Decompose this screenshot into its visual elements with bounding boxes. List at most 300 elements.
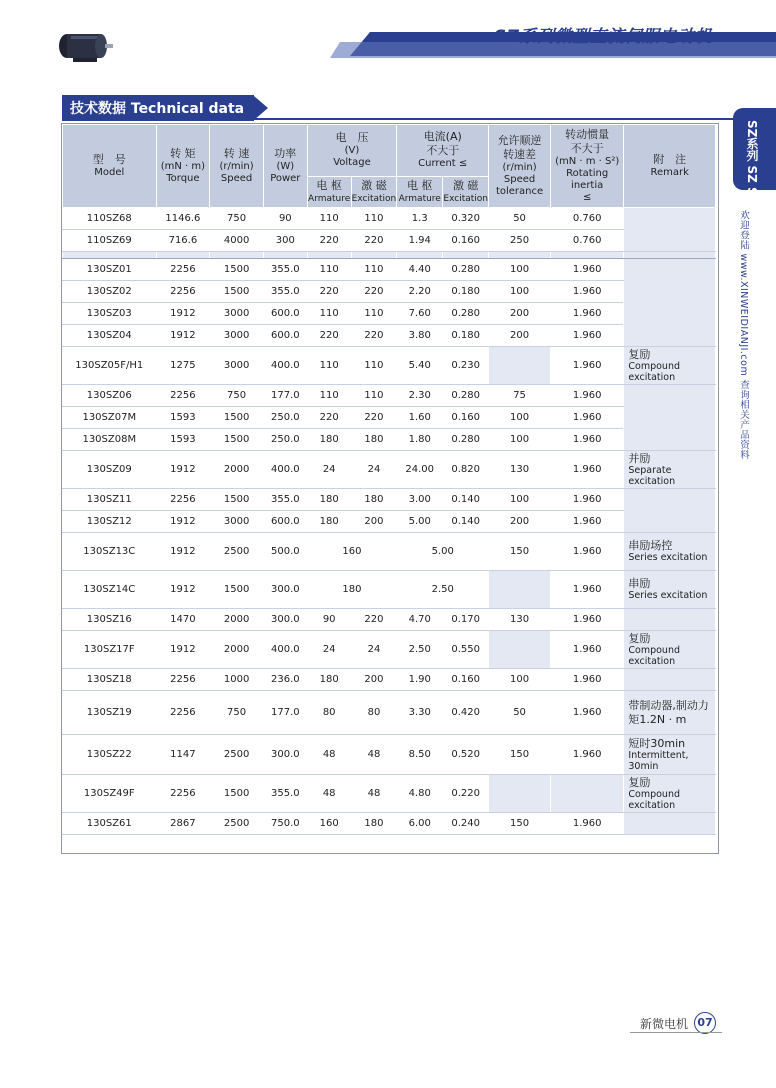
table-cell: 1.60 bbox=[397, 407, 443, 429]
table-cell: 355.0 bbox=[263, 259, 307, 281]
table-cell: 0.550 bbox=[443, 631, 489, 669]
remark-cell bbox=[624, 489, 716, 533]
table-cell: 2867 bbox=[156, 813, 210, 835]
table-cell: 1.960 bbox=[550, 259, 623, 281]
table-cell: 0.240 bbox=[443, 813, 489, 835]
table-cell: 0.170 bbox=[443, 609, 489, 631]
table-cell: 130SZ22 bbox=[63, 735, 157, 775]
table-cell: 300.0 bbox=[263, 735, 307, 775]
col-power: 功率 (W) Power bbox=[263, 125, 307, 208]
table-cell: 130SZ61 bbox=[63, 813, 157, 835]
table-cell: 1.80 bbox=[397, 429, 443, 451]
table-cell: 130 bbox=[489, 451, 551, 489]
table-cell: 220 bbox=[351, 609, 397, 631]
table-cell: 110 bbox=[307, 385, 351, 407]
table-cell: 750 bbox=[210, 385, 264, 407]
section-header bbox=[62, 96, 268, 120]
table-cell: 0.280 bbox=[443, 303, 489, 325]
table-cell: 1.90 bbox=[397, 669, 443, 691]
table-cell: 1470 bbox=[156, 609, 210, 631]
gap-cell bbox=[307, 252, 351, 259]
table-cell: 1000 bbox=[210, 669, 264, 691]
table-cell: 2000 bbox=[210, 451, 264, 489]
col-inertia: 转动惯量 不大于 (mN · m · S²) Rotating inertia ≤ bbox=[550, 125, 623, 208]
table-cell: 130SZ09 bbox=[63, 451, 157, 489]
table-cell: 1912 bbox=[156, 571, 210, 609]
table-cell: 180 bbox=[307, 429, 351, 451]
remark-en: Compound excitation bbox=[628, 644, 681, 668]
table-cell: 6.00 bbox=[397, 813, 443, 835]
table-cell: 300.0 bbox=[263, 609, 307, 631]
table-cell: 1500 bbox=[210, 281, 264, 303]
col-current: 电流(A) 不大于 Current ≤ bbox=[397, 125, 489, 177]
table-cell: 130SZ06 bbox=[63, 385, 157, 407]
table-row bbox=[63, 325, 716, 347]
table-cell: 220 bbox=[307, 325, 351, 347]
table-cell: 1500 bbox=[210, 489, 264, 511]
website-notice: 欢迎登陆 www.XINWEIDIANJI.com 查询相关产品资料 bbox=[738, 210, 749, 460]
table-cell: 4.40 bbox=[397, 259, 443, 281]
table-row bbox=[63, 303, 716, 325]
table-cell: 2000 bbox=[210, 631, 264, 669]
table-cell: 110 bbox=[351, 347, 397, 385]
gap-cell bbox=[351, 252, 397, 259]
table-cell: 3000 bbox=[210, 511, 264, 533]
gap-cell bbox=[210, 252, 264, 259]
side-tab-label: SZ系列 SZ Series bbox=[745, 120, 759, 230]
table-cell: 130SZ07M bbox=[63, 407, 157, 429]
table-cell: 4000 bbox=[210, 230, 264, 252]
col-current-excitation: 激 磁 Excitation bbox=[443, 176, 489, 207]
table-cell: 80 bbox=[307, 691, 351, 735]
table-cell: 1.960 bbox=[550, 325, 623, 347]
remark-cell bbox=[624, 208, 716, 252]
table-cell bbox=[489, 571, 551, 609]
table-row bbox=[63, 533, 716, 571]
table-row bbox=[63, 669, 716, 691]
table-cell: 2500 bbox=[210, 735, 264, 775]
table-cell: 5.40 bbox=[397, 347, 443, 385]
table-cell: 0.760 bbox=[550, 208, 623, 230]
table-row bbox=[63, 281, 716, 303]
section-gap bbox=[63, 252, 716, 259]
table-cell: 2.30 bbox=[397, 385, 443, 407]
table-cell: 110SZ69 bbox=[63, 230, 157, 252]
table-cell: 750 bbox=[210, 691, 264, 735]
table-cell: 0.230 bbox=[443, 347, 489, 385]
remark-en: Intermittent, 30min bbox=[628, 749, 689, 773]
remark-cell bbox=[624, 813, 716, 835]
table-cell: 110 bbox=[307, 303, 351, 325]
table-cell: 0.140 bbox=[443, 489, 489, 511]
table-cell: 4.70 bbox=[397, 609, 443, 631]
table-cell: 1.960 bbox=[550, 489, 623, 511]
table-cell: 0.280 bbox=[443, 259, 489, 281]
table-cell: 1500 bbox=[210, 407, 264, 429]
table-cell: 48 bbox=[351, 735, 397, 775]
table-cell: 0.280 bbox=[443, 385, 489, 407]
table-cell: 2256 bbox=[156, 691, 210, 735]
table-cell: 110SZ68 bbox=[63, 208, 157, 230]
table-cell: 150 bbox=[489, 533, 551, 571]
table-cell: 150 bbox=[489, 813, 551, 835]
table-cell: 1.960 bbox=[550, 347, 623, 385]
table-cell: 180 bbox=[307, 489, 351, 511]
table-row bbox=[63, 347, 716, 385]
table-row bbox=[63, 208, 716, 230]
table-cell: 1.94 bbox=[397, 230, 443, 252]
table-cell: 110 bbox=[307, 259, 351, 281]
remark-en: Separate excitation bbox=[628, 464, 676, 488]
table-row bbox=[63, 489, 716, 511]
motor-product-image bbox=[55, 24, 115, 64]
table-cell: 100 bbox=[489, 429, 551, 451]
table-cell: 130SZ49F bbox=[63, 775, 157, 813]
table-row bbox=[63, 775, 716, 813]
table-cell: 220 bbox=[307, 230, 351, 252]
table-cell: 130SZ01 bbox=[63, 259, 157, 281]
table-cell: 5.00 bbox=[397, 511, 443, 533]
remark-cell bbox=[624, 691, 716, 735]
table-cell: 48 bbox=[307, 775, 351, 813]
table-cell: 400.0 bbox=[263, 451, 307, 489]
table-cell: 130SZ17F bbox=[63, 631, 157, 669]
table-cell: 400.0 bbox=[263, 347, 307, 385]
table-cell: 1912 bbox=[156, 533, 210, 571]
table-cell: 1146.6 bbox=[156, 208, 210, 230]
table-cell: 1147 bbox=[156, 735, 210, 775]
table-cell: 1.960 bbox=[550, 571, 623, 609]
col-voltage-armature: 电 枢 Armature bbox=[307, 176, 351, 207]
table-cell: 110 bbox=[307, 347, 351, 385]
table-cell: 1.960 bbox=[550, 281, 623, 303]
table-cell: 200 bbox=[489, 303, 551, 325]
table-cell: 100 bbox=[489, 259, 551, 281]
table-cell: 1.3 bbox=[397, 208, 443, 230]
table-cell: 1.960 bbox=[550, 407, 623, 429]
table-cell: 5.00 bbox=[397, 533, 489, 571]
table-cell: 180 bbox=[351, 813, 397, 835]
table-cell bbox=[489, 775, 551, 813]
gap-cell bbox=[624, 252, 716, 259]
remark-cell bbox=[624, 735, 716, 775]
gap-cell bbox=[397, 252, 443, 259]
remark-cell bbox=[624, 533, 716, 571]
table-row bbox=[63, 735, 716, 775]
table-cell: 177.0 bbox=[263, 385, 307, 407]
col-voltage: 电 压 (V) Voltage bbox=[307, 125, 397, 177]
table-cell: 130SZ12 bbox=[63, 511, 157, 533]
remark-cn: 并励 bbox=[628, 451, 651, 465]
table-cell: 100 bbox=[489, 407, 551, 429]
table-cell: 3000 bbox=[210, 347, 264, 385]
table-cell: 80 bbox=[351, 691, 397, 735]
remark-cell bbox=[624, 451, 716, 489]
table-cell: 1.960 bbox=[550, 631, 623, 669]
table-cell: 355.0 bbox=[263, 281, 307, 303]
col-speed: 转 速 (r/min) Speed bbox=[210, 125, 264, 208]
col-voltage-excitation: 激 磁 Excitation bbox=[351, 176, 397, 207]
table-cell: 600.0 bbox=[263, 303, 307, 325]
table-cell: 100 bbox=[489, 281, 551, 303]
table-cell: 180 bbox=[351, 489, 397, 511]
remark-cn: 短时30min bbox=[628, 736, 686, 750]
table-cell: 1.960 bbox=[550, 533, 623, 571]
table-cell: 200 bbox=[351, 669, 397, 691]
gap-cell bbox=[156, 252, 210, 259]
table-cell: 110 bbox=[351, 303, 397, 325]
gap-cell bbox=[550, 252, 623, 259]
table-cell: 1912 bbox=[156, 303, 210, 325]
table-row bbox=[63, 407, 716, 429]
table-row bbox=[63, 230, 716, 252]
table-cell: 130 bbox=[489, 609, 551, 631]
table-cell: 2.50 bbox=[397, 631, 443, 669]
table-cell: 0.320 bbox=[443, 208, 489, 230]
table-cell: 1.960 bbox=[550, 429, 623, 451]
remark-en: Series excitation bbox=[628, 552, 708, 564]
table-cell: 110 bbox=[351, 208, 397, 230]
table-cell: 0.420 bbox=[443, 691, 489, 735]
table-cell: 3.80 bbox=[397, 325, 443, 347]
table-cell: 300.0 bbox=[263, 571, 307, 609]
table-cell: 716.6 bbox=[156, 230, 210, 252]
table-row bbox=[63, 631, 716, 669]
table-cell: 90 bbox=[263, 208, 307, 230]
table-cell: 220 bbox=[351, 407, 397, 429]
footer-rule bbox=[630, 1032, 722, 1033]
table-cell: 1.960 bbox=[550, 609, 623, 631]
table-cell: 1.960 bbox=[550, 303, 623, 325]
table-cell: 130SZ13C bbox=[63, 533, 157, 571]
table-cell: 220 bbox=[351, 230, 397, 252]
table-cell: 220 bbox=[307, 407, 351, 429]
table-cell: 250.0 bbox=[263, 429, 307, 451]
table-cell: 160 bbox=[307, 813, 351, 835]
table-cell: 1500 bbox=[210, 775, 264, 813]
table-cell: 50 bbox=[489, 691, 551, 735]
table-cell: 200 bbox=[351, 511, 397, 533]
table-cell: 250 bbox=[489, 230, 551, 252]
gap-cell bbox=[63, 252, 157, 259]
table-cell: 3000 bbox=[210, 303, 264, 325]
technical-data-table bbox=[62, 124, 716, 835]
table-row bbox=[63, 259, 716, 281]
remark-cn: 串励 bbox=[628, 577, 651, 591]
gap-cell bbox=[443, 252, 489, 259]
table-cell: 400.0 bbox=[263, 631, 307, 669]
table-cell: 300 bbox=[263, 230, 307, 252]
table-cell: 750.0 bbox=[263, 813, 307, 835]
table-cell: 1593 bbox=[156, 407, 210, 429]
table-cell: 3.00 bbox=[397, 489, 443, 511]
table-cell: 600.0 bbox=[263, 511, 307, 533]
table-cell: 1912 bbox=[156, 631, 210, 669]
table-body bbox=[63, 208, 716, 835]
remark-cell bbox=[624, 669, 716, 691]
table-cell: 24 bbox=[307, 451, 351, 489]
table-cell: 0.140 bbox=[443, 511, 489, 533]
table-cell: 130SZ11 bbox=[63, 489, 157, 511]
table-cell: 4.80 bbox=[397, 775, 443, 813]
remark-cn: 带制动器,制动力矩1.2N · m bbox=[628, 699, 709, 726]
table-cell: 1912 bbox=[156, 451, 210, 489]
col-speed-tolerance: 允许顺逆 转速差 (r/min) Speed tolerance bbox=[489, 125, 551, 208]
remark-cell bbox=[624, 631, 716, 669]
table-cell: 0.160 bbox=[443, 407, 489, 429]
table-row bbox=[63, 451, 716, 489]
table-cell: 200 bbox=[489, 511, 551, 533]
table-cell: 24 bbox=[351, 631, 397, 669]
col-torque: 转 矩 (mN · m) Torque bbox=[156, 125, 210, 208]
table-cell: 0.180 bbox=[443, 325, 489, 347]
table-row bbox=[63, 571, 716, 609]
table-cell: 355.0 bbox=[263, 775, 307, 813]
footer-brand: 新微电机 bbox=[640, 1016, 689, 1031]
table-cell bbox=[489, 631, 551, 669]
table-cell: 130SZ02 bbox=[63, 281, 157, 303]
table-cell: 2256 bbox=[156, 669, 210, 691]
table-cell: 180 bbox=[307, 571, 397, 609]
gap-cell bbox=[263, 252, 307, 259]
table-cell: 2256 bbox=[156, 385, 210, 407]
page-number: 07 bbox=[694, 1012, 716, 1034]
table-cell: 24.00 bbox=[397, 451, 443, 489]
table-row bbox=[63, 385, 716, 407]
table-cell: 0.220 bbox=[443, 775, 489, 813]
table-cell: 236.0 bbox=[263, 669, 307, 691]
table-cell: 0.160 bbox=[443, 669, 489, 691]
table-cell: 2.20 bbox=[397, 281, 443, 303]
table-cell: 50 bbox=[489, 208, 551, 230]
table-cell: 1.960 bbox=[550, 669, 623, 691]
table-cell: 0.180 bbox=[443, 281, 489, 303]
table-cell: 48 bbox=[307, 735, 351, 775]
table-row bbox=[63, 609, 716, 631]
table-cell: 110 bbox=[307, 208, 351, 230]
table-cell: 2256 bbox=[156, 259, 210, 281]
table-cell: 2256 bbox=[156, 281, 210, 303]
table-cell: 1500 bbox=[210, 429, 264, 451]
table-cell bbox=[489, 347, 551, 385]
table-cell: 1500 bbox=[210, 259, 264, 281]
table-cell: 100 bbox=[489, 669, 551, 691]
table-cell: 150 bbox=[489, 735, 551, 775]
table-cell: 100 bbox=[489, 489, 551, 511]
table-cell: 1.960 bbox=[550, 511, 623, 533]
table-cell: 7.60 bbox=[397, 303, 443, 325]
gap-cell bbox=[489, 252, 551, 259]
table-cell: 1275 bbox=[156, 347, 210, 385]
table-row bbox=[63, 511, 716, 533]
table-cell: 130SZ05F/H1 bbox=[63, 347, 157, 385]
table-cell: 130SZ04 bbox=[63, 325, 157, 347]
series-title: SZ系列微型直流伺服电动机 bbox=[493, 27, 712, 47]
table-cell: 1.960 bbox=[550, 813, 623, 835]
remark-cell bbox=[624, 259, 716, 347]
table-cell: 2.50 bbox=[397, 571, 489, 609]
table-cell: 180 bbox=[307, 511, 351, 533]
remark-cell bbox=[624, 609, 716, 631]
table-cell: 180 bbox=[351, 429, 397, 451]
table-cell: 0.160 bbox=[443, 230, 489, 252]
table-cell: 24 bbox=[351, 451, 397, 489]
table-cell: 250.0 bbox=[263, 407, 307, 429]
table-cell: 110 bbox=[351, 385, 397, 407]
section-arrow bbox=[254, 96, 268, 120]
remark-cell bbox=[624, 385, 716, 451]
table-row bbox=[63, 813, 716, 835]
table-cell: 130SZ16 bbox=[63, 609, 157, 631]
table-cell: 200 bbox=[489, 325, 551, 347]
remark-cell bbox=[624, 775, 716, 813]
table-cell: 177.0 bbox=[263, 691, 307, 735]
footer bbox=[640, 1012, 716, 1034]
table-cell: 0.520 bbox=[443, 735, 489, 775]
table-cell: 0.760 bbox=[550, 230, 623, 252]
table-cell: 220 bbox=[351, 325, 397, 347]
remark-cn: 串励场控 bbox=[628, 539, 673, 553]
table-cell: 2500 bbox=[210, 533, 264, 571]
table-cell: 1.960 bbox=[550, 451, 623, 489]
remark-cell bbox=[624, 347, 716, 385]
table-cell: 2256 bbox=[156, 489, 210, 511]
remark-en: Series excitation bbox=[628, 590, 708, 602]
table-cell: 750 bbox=[210, 208, 264, 230]
remark-cn: 复励 bbox=[628, 631, 651, 645]
remark-cn: 复励 bbox=[628, 775, 651, 789]
table-cell: 3.30 bbox=[397, 691, 443, 735]
col-remark: 附 注 Remark bbox=[624, 125, 716, 208]
table-cell: 130SZ19 bbox=[63, 691, 157, 735]
table-cell: 130SZ08M bbox=[63, 429, 157, 451]
table-cell: 2500 bbox=[210, 813, 264, 835]
table-cell: 220 bbox=[351, 281, 397, 303]
remark-en: Compound excitation bbox=[628, 360, 681, 384]
col-model: 型 号 Model bbox=[63, 125, 157, 208]
table-cell: 0.820 bbox=[443, 451, 489, 489]
table-cell: 355.0 bbox=[263, 489, 307, 511]
table-cell: 1.960 bbox=[550, 735, 623, 775]
table-cell: 160 bbox=[307, 533, 397, 571]
table-cell: 180 bbox=[307, 669, 351, 691]
table-cell: 1593 bbox=[156, 429, 210, 451]
col-current-armature: 电 枢 Armature bbox=[397, 176, 443, 207]
table-cell: 1.960 bbox=[550, 691, 623, 735]
table-cell: 2000 bbox=[210, 609, 264, 631]
table-row bbox=[63, 691, 716, 735]
table-cell: 500.0 bbox=[263, 533, 307, 571]
table-cell: 600.0 bbox=[263, 325, 307, 347]
table-cell: 24 bbox=[307, 631, 351, 669]
table-cell: 3000 bbox=[210, 325, 264, 347]
table-header bbox=[63, 125, 716, 208]
table-cell: 130SZ03 bbox=[63, 303, 157, 325]
table-cell: 110 bbox=[351, 259, 397, 281]
table-cell: 1912 bbox=[156, 511, 210, 533]
table-cell: 130SZ14C bbox=[63, 571, 157, 609]
remark-en: Compound excitation bbox=[628, 788, 681, 812]
remark-cn: 复励 bbox=[628, 347, 651, 361]
section-title: 技术数据 Technical data bbox=[62, 95, 254, 121]
table-cell: 1912 bbox=[156, 325, 210, 347]
table-cell: 1.960 bbox=[550, 385, 623, 407]
table-cell: 90 bbox=[307, 609, 351, 631]
table-cell: 0.280 bbox=[443, 429, 489, 451]
table-row bbox=[63, 429, 716, 451]
table-cell: 48 bbox=[351, 775, 397, 813]
table-cell: 2256 bbox=[156, 775, 210, 813]
